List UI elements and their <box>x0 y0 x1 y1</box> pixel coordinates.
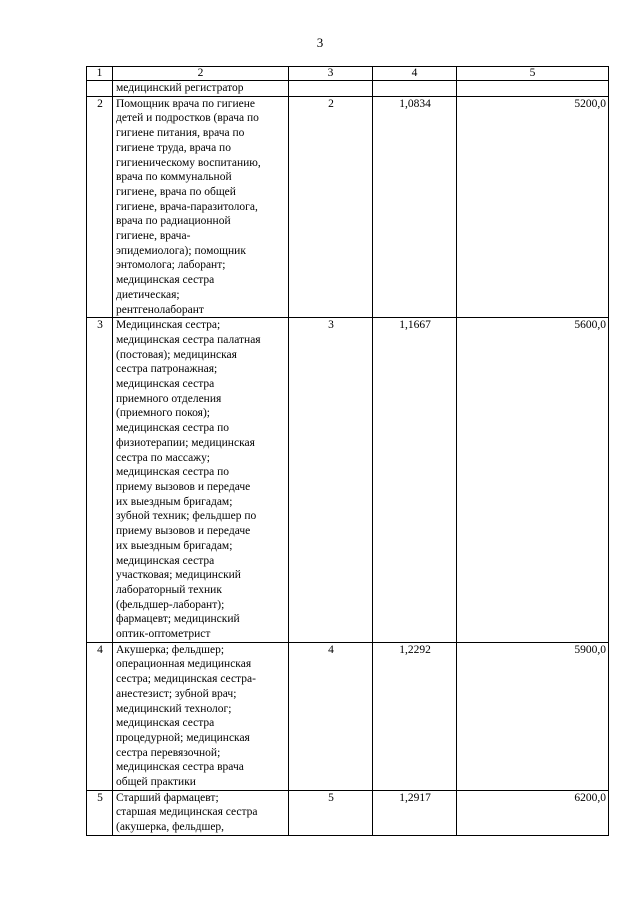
row-number: 4 <box>87 642 113 790</box>
table-row <box>87 318 609 642</box>
row-number <box>87 81 113 97</box>
position-table <box>86 66 609 836</box>
column-header-3: 3 <box>289 67 373 81</box>
salary <box>457 81 609 97</box>
column-header-1: 1 <box>87 67 113 81</box>
row-number: 5 <box>87 790 113 835</box>
table-row <box>87 81 609 97</box>
position-names: Старший фармацевт; старшая медицинская сестра (акушерка, фельдшер, <box>113 790 289 835</box>
salary: 6200,0 <box>457 790 609 835</box>
coefficient <box>373 81 457 97</box>
position-names: медицинский регистратор <box>113 81 289 97</box>
salary: 5600,0 <box>457 318 609 642</box>
coefficient: 1,2917 <box>373 790 457 835</box>
position-names: Помощник врача по гигиене детей и подростков (врача по гигиене питания, врача по гигиене труда, врача по гигиеническому воспитанию, врача по коммунальной гигиене, врача по общей гигиене, врача-паразитолога, врача по радиационной гигиене, врача- эпидемиолога); помощник энтомолога; лаборант; медицинская сестра диетическая; рентгенолаборант <box>113 96 289 318</box>
column-header-5: 5 <box>457 67 609 81</box>
qualification-level: 4 <box>289 642 373 790</box>
table-row <box>87 642 609 790</box>
salary: 5900,0 <box>457 642 609 790</box>
qualification-level: 2 <box>289 96 373 318</box>
table-row <box>87 96 609 318</box>
column-header-2: 2 <box>113 67 289 81</box>
qualification-level <box>289 81 373 97</box>
coefficient: 1,2292 <box>373 642 457 790</box>
qualification-level: 5 <box>289 790 373 835</box>
page-number: 3 <box>316 35 324 50</box>
coefficient: 1,0834 <box>373 96 457 318</box>
row-number: 3 <box>87 318 113 642</box>
row-number: 2 <box>87 96 113 318</box>
position-names: Медицинская сестра; медицинская сестра палатная (постовая); медицинская сестра патронажная; медицинская сестра приемного отделения (приемного покоя); медицинская сестра по физиотерапии; медицинская сестра по массажу; медицинская сестра по приему вызовов и передаче их выездным бригадам; зубной техник; фельдшер по приему вызовов и передаче их выездным бригадам; медицинская сестра участковая; медицинский лабораторный техник (фельдшер-лаборант); фармацевт; медицинский оптик-оптометрист <box>113 318 289 642</box>
salary: 5200,0 <box>457 96 609 318</box>
table-header-row <box>87 67 609 81</box>
table-row <box>87 790 609 835</box>
column-header-4: 4 <box>373 67 457 81</box>
coefficient: 1,1667 <box>373 318 457 642</box>
position-names: Акушерка; фельдшер; операционная медицинская сестра; медицинская сестра- анестезист; зубной врач; медицинский технолог; медицинская сестра процедурной; медицинская сестра перевязочной; медицинская сестра врача общей практики <box>113 642 289 790</box>
qualification-level: 3 <box>289 318 373 642</box>
